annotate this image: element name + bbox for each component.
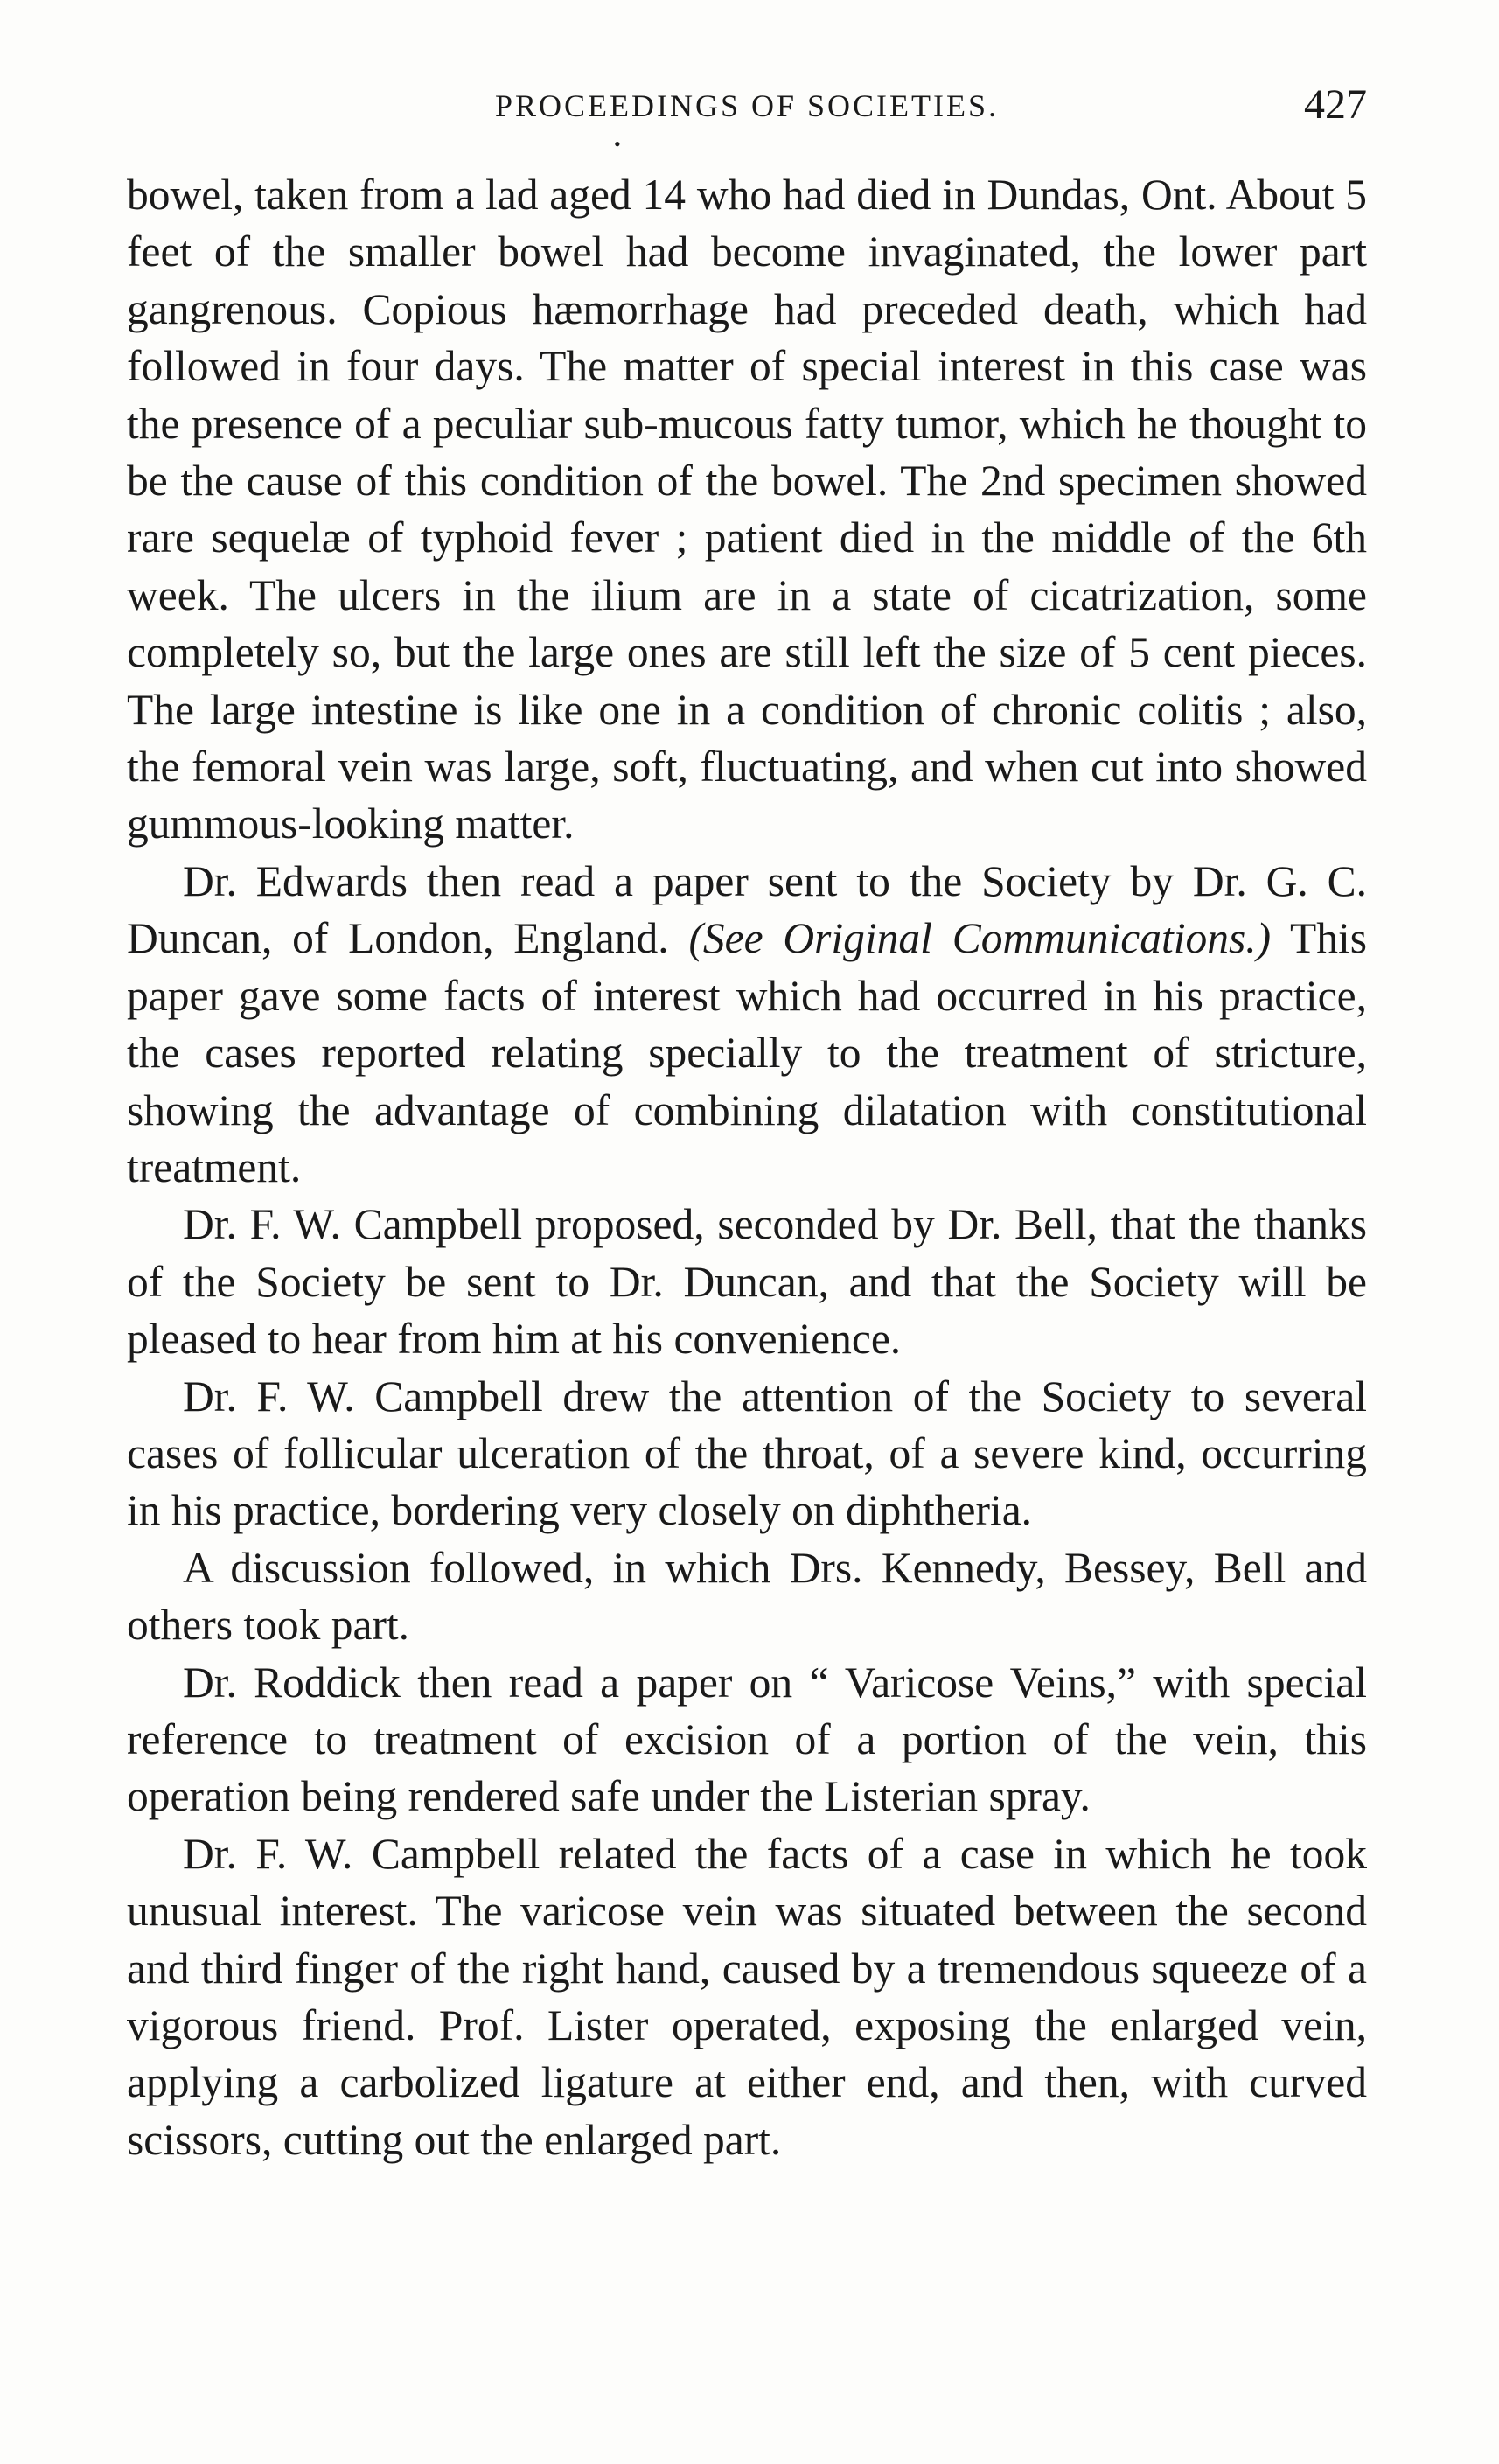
paragraph-campbell-throat: Dr. F. W. Campbell drew the attention of the Society to several cases of follicular ulceration of the throat, of a severe kind, occurring in his practice, bordering very closely on diphtheria. — [127, 1372, 1367, 1535]
running-title: PROCEEDINGS OF SOCIETIES. — [494, 88, 1000, 123]
paragraph-edwards-paper — [127, 853, 1367, 1196]
paragraph-edwards-text-b: This paper gave some facts of interest which had occurred in his practice, the cases reported relating specially to the treatment of stricture, showing the advantage of combining dilatation with constitutional treatment. — [127, 914, 1367, 1191]
paragraph-bowel-specimen: bowel, taken from a lad aged 14 who had died in Dundas, Ont. About 5 feet of the smaller bowel had become invaginated, the lower part gangrenous. Copious hæmorrhage had preceded death, which had followed in four days. The matter of special interest in this case was the presence of a peculiar sub-mucous fatty tumor, which he thought to be the cause of this condition of the bowel. The 2nd specimen showed rare sequelæ of typhoid fever ; patient died in the middle of the 6th week. The ulcers in the ilium are in a state of cicatrization, some completely so, but the large ones are still left the size of 5 cent pieces. The large intestine is like one in a condition of chronic colitis ; also, the femoral vein was large, soft, fluctuating, and when cut into showed gummous-looking matter. — [127, 171, 1367, 848]
paragraph-roddick-varicose: Dr. Roddick then read a paper on “ Varicose Veins,” with special reference to treatment of excision of a portion of the vein, this operation being rendered safe under the Listerian spray. — [127, 1658, 1367, 1821]
paragraph-edwards-text-a: Dr. Edwards then read a paper sent to the Society by Dr. G. C. Duncan, of London, England. — [127, 856, 1367, 963]
paragraph-campbell-case: Dr. F. W. Campbell related the facts of a case in which he took unusual interest. The varicose vein was situated between the second and third finger of the right hand, caused by a tremendous squeeze of a vigorous friend. Prof. Lister operated, exposing the enlarged vein, applying a carbolized ligature at either end, and then, with curved scissors, cutting out the enlarged part. — [127, 1829, 1367, 2164]
paragraph-campbell-thanks: Dr. F. W. Campbell proposed, seconded by Dr. Bell, that the thanks of the Society be sent to Dr. Duncan, and that the Society will be pleased to hear from him at his convenience. — [127, 1200, 1367, 1364]
page-number: 427 — [1304, 81, 1367, 128]
original-communications-ref: (See Original Communications.) — [688, 914, 1272, 963]
printer-mark: • — [614, 133, 621, 155]
body-text — [127, 166, 1367, 2168]
paragraph-discussion: A discussion followed, in which Drs. Kennedy, Bessey, Bell and others took part. — [127, 1543, 1367, 1650]
running-head — [127, 80, 1367, 155]
